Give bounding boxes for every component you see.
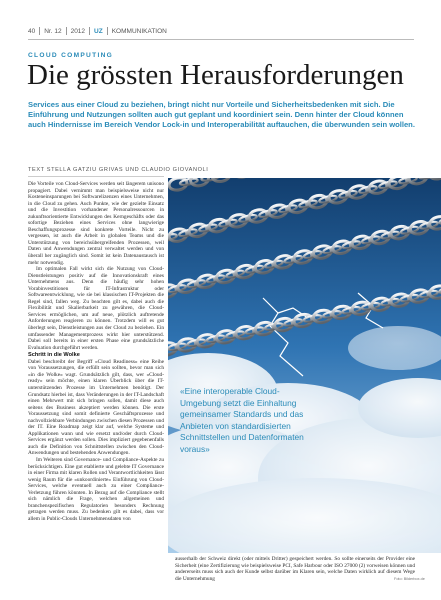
body-paragraph: Dabei beschreibt der Begriff «Cloud Readiness» eine Reihe von Voraussetzungen, die erfüllt sein sollten, bevor man sich «in die Wolke» wagt. Grundsätzlich gilt, dass, wer «Cloud-ready» sein möchte, einen klaren Überblick über die IT-unterstützenden Prozesse im Unternehmen benötigt. Der Grundsatz hierbei ist, dass Veränderungen in der IT-Landschaft einen Mehrwert mit sich bringen sollen, damit diese auch seitens des Business akzeptiert werden können. Die erste Voraussetzung sind somit definierte Geschäftsprozesse und nachvollziehbare Verbindungen zwischen diesen Prozessen und der IT. Eine Roadmap zeigt klar auf, welche Systeme und Applikationen wann und wie ersetzt und/oder durch Cloud-Services ergänzt werden sollen. Dies impliziert gegebenenfalls auch die Definition von Schnittstellen zwischen den Cloud-Anwendungen und bestehenden Anwendungen.: [28, 358, 164, 457]
body-column-right: [175, 556, 415, 586]
header-divider: [89, 27, 90, 35]
header-divider: [107, 27, 108, 35]
byline: TEXT STELLA GATZIU GRIVAS UND CLAUDIO GIOVANOLI: [28, 167, 209, 173]
byline-rule: [28, 176, 164, 177]
header-rule: [28, 39, 414, 40]
issue-number: Nr. 12: [44, 27, 62, 35]
pull-quote: «Eine interoperable Cloud-Umgebung setzt die Einhaltung gemeinsamer Standards und das Anbieten von standardisierten Schnittstellen und Datenformaten voraus»: [180, 386, 304, 454]
body-paragraph: Im Weiteren sind Governance- und Compliance-Aspekte zu berücksichtigen. Eine gut etablierte und gelebte IT Governance in einer Firma mit klaren Rollen und Verantwortlichkeiten lässt wenig Raum für die «unkoordinierte» Einführung von Cloud-Services, welche eventuell auch zu einer Compliance-Verletzung führen könnten. In Bezug auf die Compliance stellt sich nämlich die Frage, welchen allgemeinen und branchenspezifischen Regulatorien besonders Rechnung getragen werden muss. Zu bedenken gilt es dabei, dass vor allem in Public-Clouds Unternehmensdaten von: [28, 456, 164, 522]
cloud-chain-photo: [168, 178, 441, 553]
body-column-left: [28, 181, 164, 581]
photo-credit: Foto: Bilderbox.de: [394, 577, 425, 581]
page-number: 40: [28, 27, 36, 35]
article-lead: Services aus einer Cloud zu beziehen, bringt nicht nur Vorteile und Sicherheitsbedenken mit sich. Die Einführung und Nutzungen sollten auch gut geplant und koordiniert sein. Denn hinter der Cloud können auch Hindernisse im Bereich Vendor Lock-in und Interoperabilität auftauchen, die überwunden sein wollen.: [28, 100, 415, 130]
page-header: [28, 27, 414, 39]
body-paragraph: Die Vorteile von Cloud-Services werden seit längerem unisono propagiert. Dabei vernimmt man beispielsweise nicht nur Kosteneinsparungen bei Softwarelizenzen eines Unternehmen, in die Cloud zu gehen. Auch Punkte, wie der gezielte Einsatz und die Investition vorhandener Personalressourcen in zukunftsorientierte Entwicklungen des Kerngeschäfts oder das sofortige Beziehen eines Services ohne langwierige Beschaffungsprozesse sind konkrete Vorteile. Nicht zu vergessen, ist auch die Arbeit in globalen Teams und die Unterstützung von bereichsübergreifenden Prozessen, weil Daten und Anwendungen zentral verwaltet werden und von überall her zugänglich sind. Somit ist kein Datenaustausch ist mehr notwendig.: [28, 181, 164, 266]
subheading: Schritt in die Wolke: [28, 352, 80, 359]
header-divider: [39, 27, 40, 35]
body-paragraph: Im optimalen Fall wirkt sich die Nutzung von Cloud-Dienstleistungen positiv auf die Innovationskraft eines Unternehmens aus. Denn die häufig sehr hohen Vorabinvestitionen für IT-Infrastruktur oder Softwareentwicklung, wie sie bei klassischen IT-Projekten die Regel sind, fallen weg. Zu beachten gilt es, dabei auch die Flexibilität und Skalierbarkeit zu gewähren, die Cloud-Services ermöglichen, um auf neue, plötzlich auftretende Anforderungen reagieren zu können. Trotzdem will es gut überlegt sein, Dienstleistungen aus der Cloud zu beziehen. Ein umfassender Managementprozess wirkt hier unterstützend. Dabei soll bereits in einer ersten Phase eine grundsätzliche Evaluation durchgeführt werden.: [28, 266, 164, 351]
body-paragraph: ausserhalb der Schweiz direkt (oder mittels Dritter) gespeichert werden. So sollte einerseits der Provider eine Sicherheit (eine Zertifizierung wie beispielsweise PCI, Safe Harbour oder ISO 27000 (2) vorweisen können und andererseits muss sich auch der Kunde selbst darüber im Klaren sein, welche Daten wirklich auf diesem Wege die Unternehmung: [175, 556, 415, 582]
issue-year: 2012: [70, 27, 86, 35]
article-kicker: CLOUD COMPUTING: [28, 52, 114, 59]
article-title: Die grössten Herausforderungen: [27, 59, 404, 91]
section-abbr: UZ: [94, 27, 103, 35]
section-name: KOMMUNIKATION: [111, 27, 167, 35]
header-divider: [66, 27, 67, 35]
